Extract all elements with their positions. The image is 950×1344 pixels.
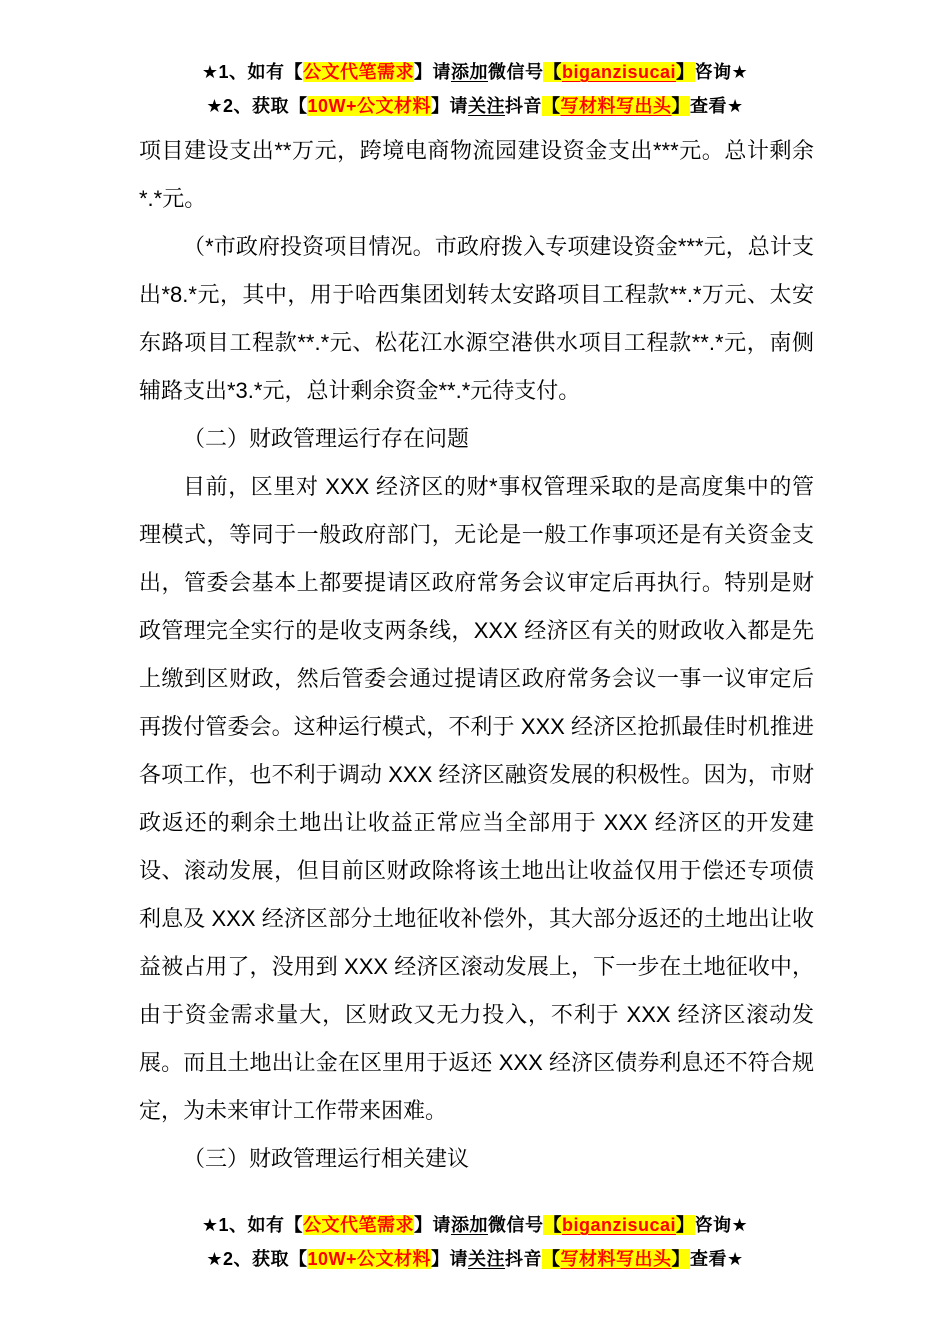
promo-bracket: 【 xyxy=(543,1215,562,1235)
promo-bracket: 【 xyxy=(542,1249,561,1269)
promo-bracket: 【 xyxy=(542,96,561,116)
header-promo-line-1 xyxy=(0,55,950,89)
promo-text: 查看★ xyxy=(690,1249,744,1269)
promo-text: 】请 xyxy=(413,1215,451,1235)
promo-text: 】请 xyxy=(431,96,469,116)
section-heading: （二）财政管理运行存在问题 xyxy=(183,426,470,451)
promo-text: 】请 xyxy=(431,1249,469,1269)
promo-action-follow: 关注 xyxy=(468,1249,506,1269)
douyin-account: 写材料写出头 xyxy=(560,96,672,116)
body-paragraph: （*市政府投资项目情况。市政府拨入专项建设资金***元，总计支出*8.*元，其中，用于哈西集团划转太安路项目工程款**.*万元、太安东路项目工程款**.*元、松花江水源空港供水项目工程款**.*元，南侧辅路支出*3.*元，总计剩余资金**.*元待支付。 xyxy=(139,234,814,403)
promo-action-add: 添加 xyxy=(450,1215,488,1235)
promo-text: 咨询★ xyxy=(694,62,749,82)
footer-promo-line-1 xyxy=(0,1208,950,1242)
douyin-account: 写材料写出头 xyxy=(560,1249,672,1269)
promo-bracket: 】 xyxy=(671,96,691,116)
promo-text: 】请 xyxy=(413,62,451,82)
wechat-id: biganzisucai xyxy=(561,62,677,82)
promo-action-add: 添加 xyxy=(450,62,488,82)
section-heading: （三）财政管理运行相关建议 xyxy=(183,1146,470,1171)
promo-text: ★2、获取【 xyxy=(206,96,308,116)
promo-material-keyword: 10W+公文材料 xyxy=(307,96,432,116)
wechat-id: biganzisucai xyxy=(561,1215,677,1235)
footer-promo-line-2 xyxy=(0,1242,950,1276)
promo-text: ★1、如有【 xyxy=(201,62,303,82)
promo-text: 咨询★ xyxy=(694,1215,749,1235)
promo-text: 微信号 xyxy=(487,62,544,82)
promo-bracket: 】 xyxy=(671,1249,691,1269)
promo-bracket: 】 xyxy=(676,1215,695,1235)
header-promo-line-2 xyxy=(0,89,950,123)
promo-text: 抖音 xyxy=(505,96,543,116)
promo-material-keyword: 10W+公文材料 xyxy=(307,1249,432,1269)
promo-text: 微信号 xyxy=(487,1215,544,1235)
footer-promo-banner xyxy=(0,1208,950,1276)
promo-service-keyword: 公文代笔需求 xyxy=(302,1215,414,1235)
promo-text: ★2、获取【 xyxy=(206,1249,308,1269)
promo-text: 抖音 xyxy=(505,1249,543,1269)
promo-service-keyword: 公文代笔需求 xyxy=(302,62,414,82)
promo-bracket: 】 xyxy=(676,62,695,82)
promo-text: ★1、如有【 xyxy=(201,1215,303,1235)
promo-action-follow: 关注 xyxy=(468,96,506,116)
promo-bracket: 【 xyxy=(543,62,562,82)
document-body xyxy=(139,127,814,1183)
header-promo-banner xyxy=(0,55,950,123)
body-paragraph: 项目建设支出**万元，跨境电商物流园建设资金支出***元。总计剩余*.*元。 xyxy=(139,138,814,211)
body-paragraph: 目前，区里对 XXX 经济区的财*事权管理采取的是高度集中的管理模式，等同于一般政府部门，无论是一般工作事项还是有关资金支出，管委会基本上都要提请区政府常务会议审定后再执行。特别是财政管理完全实行的是收支两条线，XXX 经济区有关的财政收入都是先上缴到区财政，然后管委会通过提请区政府常务会议一事一议审定后再拨付管委会。这种运行模式，不利于 XXX 经济区抢抓最佳时机推进各项工作，也不利于调动 XXX 经济区融资发展的积极性。因为，市财政返还的剩余土地出让收益正常应当全部用于 XXX 经济区的开发建设、滚动发展，但目前区财政除将该土地出让收益仅用于偿还专项债利息及 XXX 经济区部分土地征收补偿外，其大部分返还的土地出让收益被占用了，没用到 XXX 经济区滚动发展上，下一步在土地征收中，由于资金需求量大，区财政又无力投入，不利于 XXX 经济区滚动发展。而且土地出让金在区里用于返还 XXX 经济区债券利息还不符合规定，为未来审计工作带来困难。 xyxy=(139,474,814,1123)
promo-text: 查看★ xyxy=(690,96,744,116)
